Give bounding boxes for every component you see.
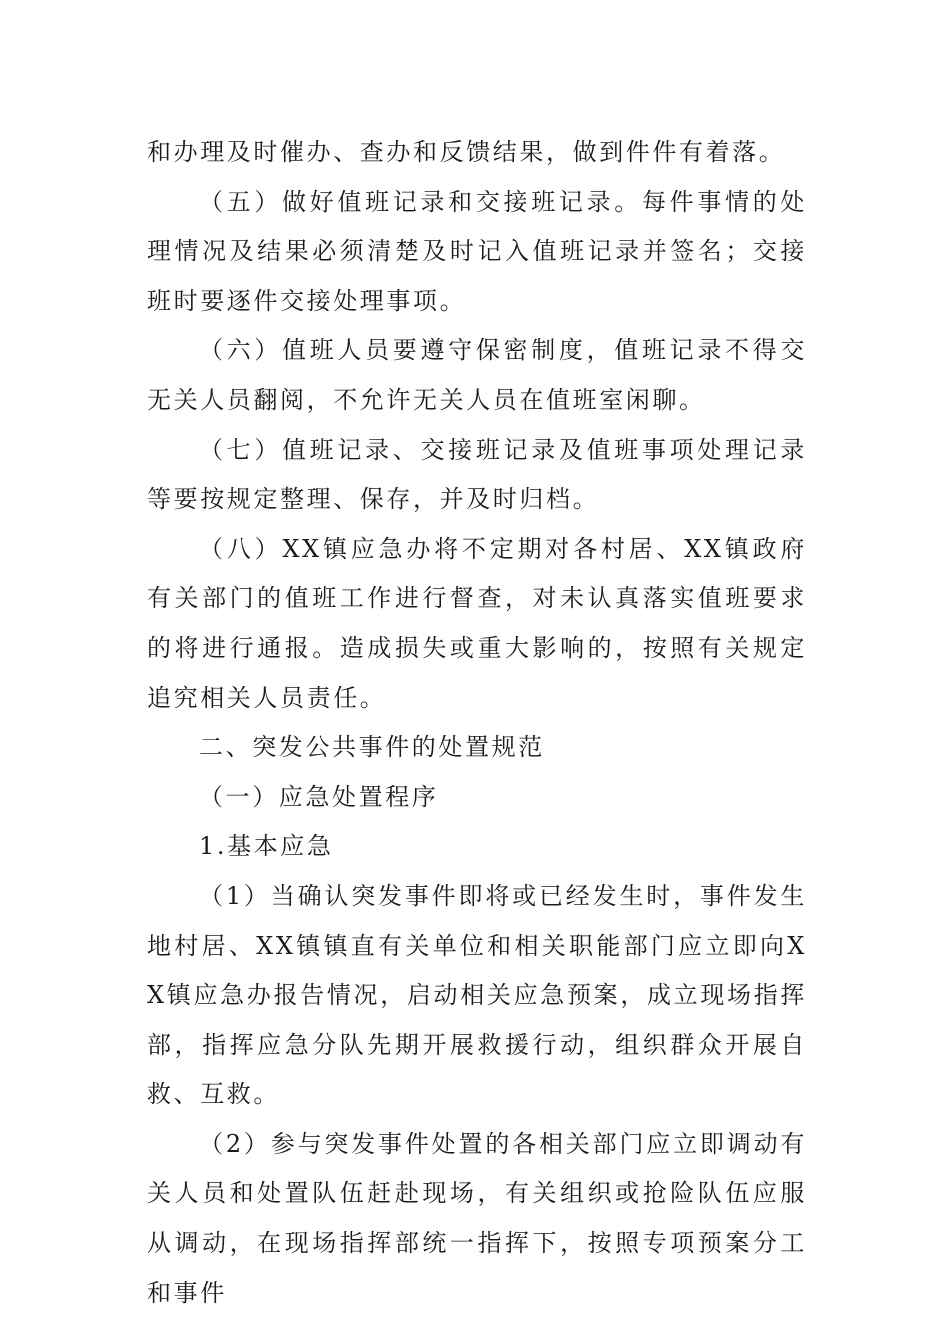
- paragraph-item-6: （六）值班人员要遵守保密制度，值班记录不得交无关人员翻阅，不允许无关人员在值班室闲聊。: [147, 336, 807, 414]
- paragraph-item-8: （八）XX镇应急办将不定期对各村居、XX镇政府有关部门的值班工作进行督查，对未认真落实值班要求的将进行通报。造成损失或重大影响的，按照有关规定追究相关人员责任。: [147, 534, 807, 712]
- paragraph-step-2: （2）参与突发事件处置的各相关部门应立即调动有关人员和处置队伍赶赴现场，有关组织或抢险队伍应服从调动，在现场指挥部统一指挥下，按照专项预案分工和事件: [147, 1129, 807, 1307]
- section-heading-2: 二、突发公共事件的处置规范: [199, 733, 545, 762]
- paragraph-item-5: （五）做好值班记录和交接班记录。每件事情的处理情况及结果必须清楚及时记入值班记录并签名；交接班时要逐件交接处理事项。: [147, 187, 807, 315]
- paragraph-step-1: （1）当确认突发事件即将或已经发生时，事件发生地村居、XX镇镇直有关单位和相关职能部门应立即向XX镇应急办报告情况，启动相关应急预案，成立现场指挥部，指挥应急分队先期开展救援行动，组织群众开展自救、互救。: [147, 881, 807, 1109]
- paragraph-item-7: （七）值班记录、交接班记录及值班事项处理记录等要按规定整理、保存，并及时归档。: [147, 435, 807, 514]
- paragraph-continuation: 和办理及时催办、查办和反馈结果，做到件件有着落。: [147, 138, 786, 166]
- subsection-heading-1: （一）应急处置程序: [199, 782, 439, 811]
- document-body: [147, 128, 807, 1318]
- subheading-basic-response: 1.基本应急: [199, 832, 334, 861]
